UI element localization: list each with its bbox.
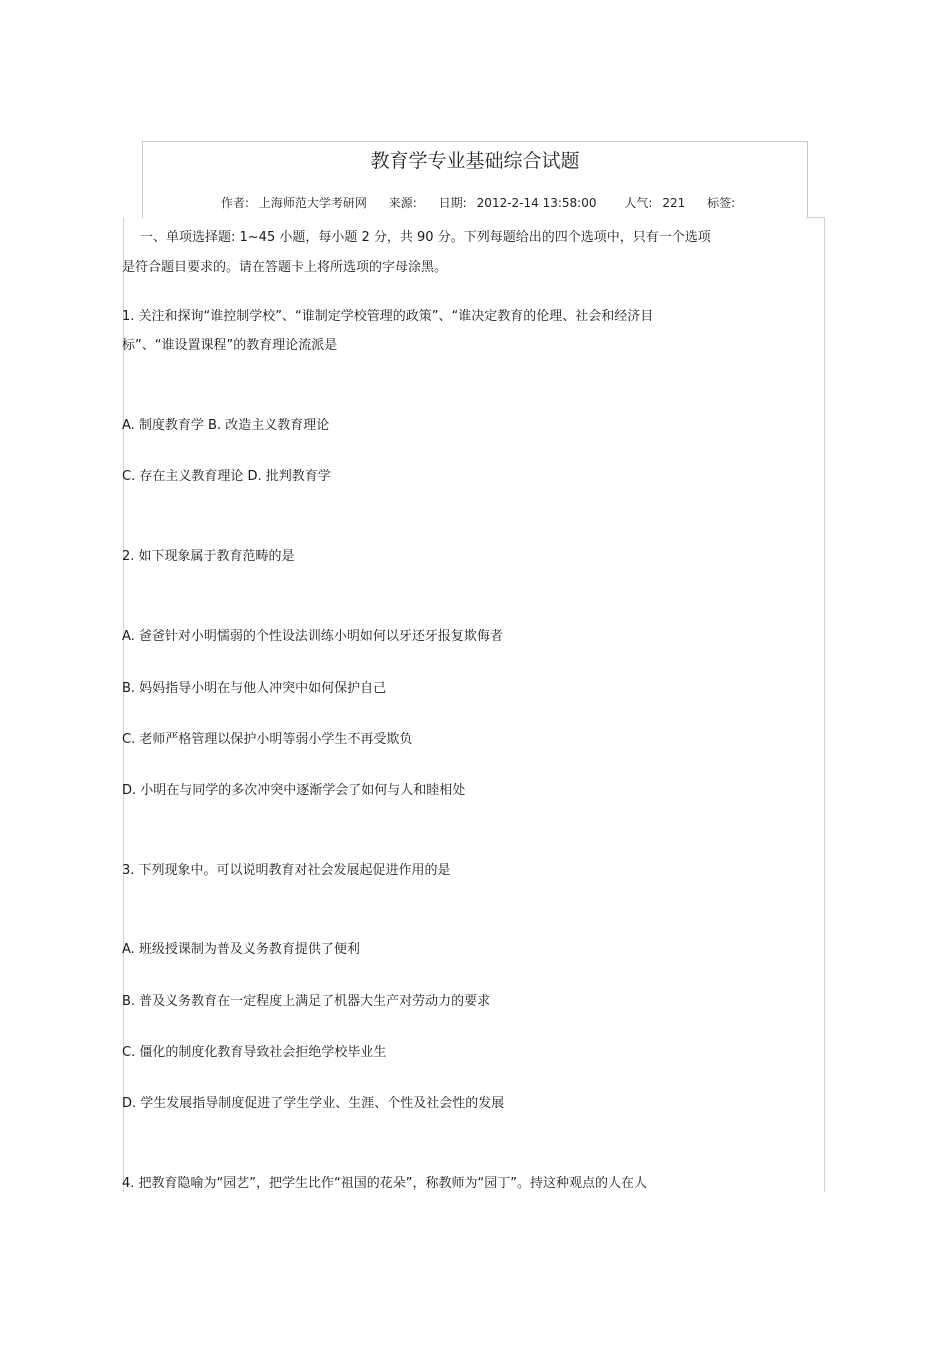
content-frame-top-border — [806, 217, 825, 218]
question-3-stem: 3. 下列现象中。可以说明教育对社会发展起促进作用的是 — [122, 863, 451, 878]
article-header — [142, 141, 808, 218]
question-2-option-d: D. 小明在与同学的多次冲突中逐渐学会了如何与人和睦相处 — [122, 783, 466, 798]
views-value: 221 — [662, 196, 686, 210]
question-2-option-b: B. 妈妈指导小明在与他人冲突中如何保护自己 — [122, 681, 387, 696]
question-1-option-line: C. 存在主义教育理论 D. 批判教育学 — [122, 469, 331, 484]
question-1-stem-line-2: 标”、“谁设置课程”的教育理论流派是 — [122, 338, 338, 353]
question-3-option-a: A. 班级授课制为普及义务教育提供了便利 — [122, 942, 360, 957]
instructions-line-2: 是符合题目要求的。请在答题卡上将所选项的字母涂黑。 — [122, 260, 448, 275]
question-3-option-b: B. 普及义务教育在一定程度上满足了机器大生产对劳动力的要求 — [122, 994, 491, 1009]
question-1-stem-line-1: 1. 关注和探询“谁控制学校”、“谁制定学校管理的政策”、“谁决定教育的伦理、社会和经济目 — [122, 309, 654, 324]
tags-label: 标签: — [707, 196, 736, 210]
question-1-option-line: A. 制度教育学 B. 改造主义教育理论 — [122, 418, 330, 433]
author-label: 作者: — [220, 196, 249, 210]
instructions-line-1: 一、单项选择题: 1~45 小题，每小题 2 分，共 90 分。下列每题给出的四个选项中，只有一个选项 — [140, 230, 711, 245]
source-label: 来源: — [388, 196, 417, 210]
author-value[interactable]: 上海师范大学考研网 — [258, 196, 367, 210]
question-2-stem: 2. 如下现象属于教育范畴的是 — [122, 549, 295, 564]
question-2-option-c: C. 老师严格管理以保护小明等弱小学生不再受欺负 — [122, 732, 413, 747]
date-value: 2012-2-14 13:58:00 — [476, 196, 597, 210]
article-meta — [143, 194, 807, 211]
question-3-option-c: C. 僵化的制度化教育导致社会拒绝学校毕业生 — [122, 1045, 387, 1060]
views-meta — [618, 194, 691, 211]
question-2-option-a: A. 爸爸针对小明懦弱的个性设法训练小明如何以牙还牙报复欺侮者 — [122, 629, 503, 644]
views-label: 人气: — [624, 196, 653, 210]
content-frame-right-border — [824, 217, 825, 1192]
page-title: 教育学专业基础综合试题 — [370, 150, 580, 172]
question-3-option-d: D. 学生发展指导制度促进了学生学业、生涯、个性及社会性的发展 — [122, 1096, 505, 1111]
author-meta — [215, 194, 373, 211]
date-meta — [433, 194, 603, 211]
question-4-stem: 4. 把教育隐喻为“园艺”，把学生比作“祖国的花朵”，称教师为“园丁”。持这种观点的人在人 — [122, 1176, 647, 1191]
date-label: 日期: — [438, 196, 467, 210]
